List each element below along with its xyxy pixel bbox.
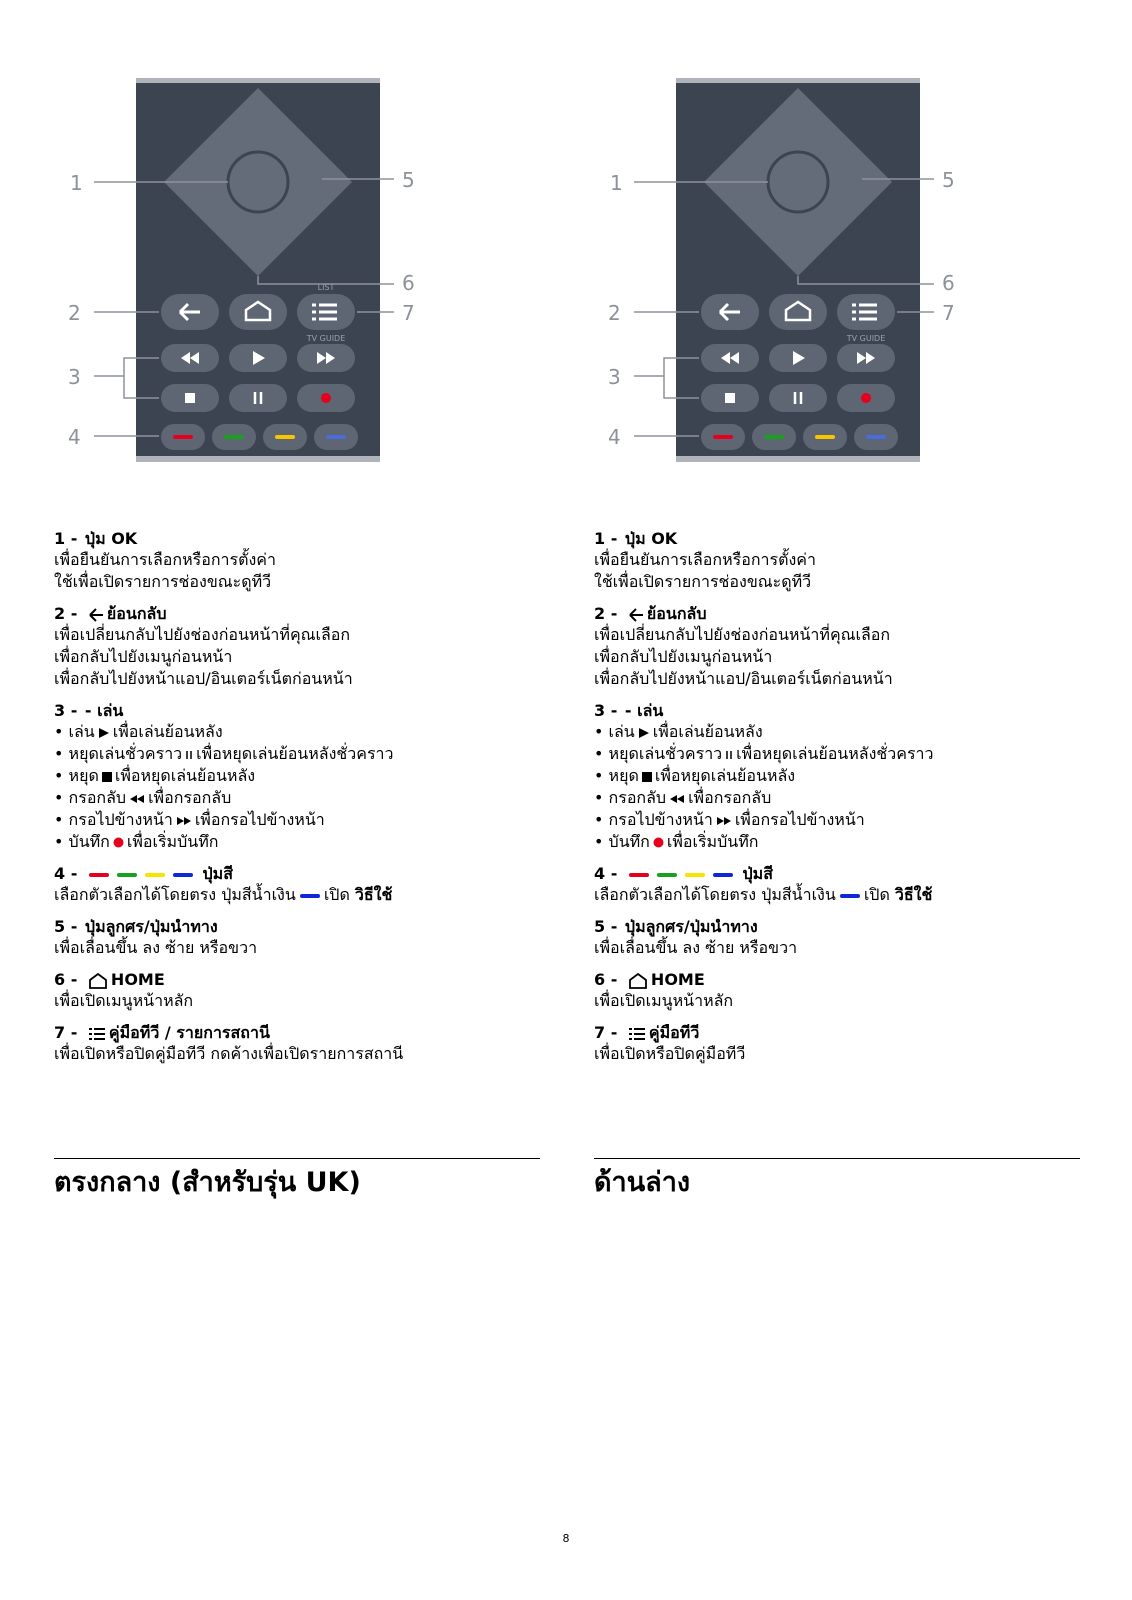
remote-diagram-left (60, 78, 460, 478)
back-arrow-icon (88, 608, 104, 622)
remote-diagram-right (600, 78, 1000, 478)
item-line: เพื่อเปลี่ยนกลับไปยังช่องก่อนหน้าที่คุณเลือก (594, 625, 891, 644)
line-text: เปิด (323, 885, 350, 904)
item-number: 3 - (54, 701, 83, 720)
red-mark (173, 435, 193, 439)
item-title: HOME (110, 970, 165, 989)
item-title: HOME (650, 970, 705, 989)
remote-illustration (600, 78, 1000, 478)
remote-bottom-edge (676, 456, 920, 462)
red-key-mark (89, 873, 109, 877)
blue-key-mark (300, 894, 320, 898)
bullet-label: หยุด (608, 766, 639, 785)
yellow-key-mark (145, 873, 165, 877)
item-line (54, 884, 540, 906)
callout-7: 7 (942, 301, 955, 325)
yellow-key-mark (685, 873, 705, 877)
item-number: 5 - (594, 917, 623, 936)
callout-4: 4 (68, 425, 81, 449)
play-icon (638, 727, 650, 739)
item-number: 7 - (54, 1023, 83, 1042)
callout-6: 6 (402, 271, 415, 295)
item-line: เพื่อเปิดเมนูหน้าหลัก (54, 991, 194, 1010)
bullet-text: เพื่อหยุดเล่นย้อนหลังชั่วคราว (196, 744, 394, 763)
bullet-text: เพื่อเริ่มบันทึก (666, 832, 759, 851)
blue-key-mark (173, 873, 193, 877)
rewind-icon (129, 794, 145, 804)
item-line: เพื่อกลับไปยังหน้าแอป/อินเตอร์เน็ตก่อนหน้า (594, 669, 893, 688)
stop-icon (102, 772, 112, 782)
bullet-rewind (594, 787, 1080, 809)
pause-icon (185, 750, 193, 760)
bullet-forward (594, 809, 1080, 831)
green-key-mark (657, 873, 677, 877)
item-line: ใช้เพื่อเปิดรายการช่องขณะดูทีวี (54, 572, 272, 591)
item-line: เพื่อเปลี่ยนกลับไปยังช่องก่อนหน้าที่คุณเลือก (54, 625, 351, 644)
item-back (594, 603, 1080, 690)
item-playback (594, 700, 1080, 853)
item-line: เพื่อเลื่อนขึ้น ลง ซ้าย หรือขวา (54, 938, 258, 957)
pause-icon (725, 750, 733, 760)
fast-forward-icon (716, 816, 732, 826)
callout-6: 6 (942, 271, 955, 295)
bullet-label: กรอไปข้างหน้า (68, 810, 173, 829)
item-number: 4 - (594, 864, 623, 883)
home-icon (628, 973, 648, 989)
callout-2: 2 (68, 301, 81, 325)
bullet-label: กรอกลับ (68, 788, 127, 807)
item-tv-guide (54, 1022, 540, 1065)
item-title: ปุ่มลูกศร/ปุ่มนำทาง (624, 917, 758, 936)
bullet-text: เพื่อกรอไปข้างหน้า (734, 810, 865, 829)
list-icon (628, 1027, 646, 1041)
item-number: 1 - (594, 529, 623, 548)
item-title: ปุ่ม OK (624, 529, 678, 548)
callout-3: 3 (608, 365, 621, 389)
item-number: 3 - (594, 701, 623, 720)
bullet-record (54, 831, 540, 853)
section-divider-right (594, 1158, 1080, 1159)
item-title: คู่มือทีวี (648, 1023, 700, 1042)
pause-button (229, 384, 287, 412)
page-number: 8 (562, 1532, 570, 1545)
item-number: 7 - (594, 1023, 623, 1042)
yellow-mark (815, 435, 835, 439)
record-icon (653, 837, 664, 848)
red-mark (713, 435, 733, 439)
record-icon (113, 837, 124, 848)
callout-2: 2 (608, 301, 621, 325)
rewind-icon (669, 794, 685, 804)
remote-bottom-edge (136, 456, 380, 462)
bullet-label: กรอกลับ (608, 788, 667, 807)
tv-guide-label: TV GUIDE (306, 334, 346, 343)
line-text: เลือกตัวเลือกได้โดยตรง ปุ่มสีน้ำเงิน (594, 885, 836, 904)
stop-icon (725, 393, 735, 403)
bullet-record (594, 831, 1080, 853)
help-link-text: วิธีใช้ (894, 885, 933, 904)
tv-guide-label: TV GUIDE (846, 334, 886, 343)
bullet-play (54, 721, 540, 743)
yellow-mark (275, 435, 295, 439)
bullet-text: เพื่อเล่นย้อนหลัง (112, 722, 223, 741)
item-number: 6 - (54, 970, 83, 989)
bullet-label: บันทึก (608, 832, 650, 851)
list-label: LIST (317, 283, 335, 292)
line-text: เปิด (863, 885, 890, 904)
remote-top-edge (136, 78, 380, 83)
bullet-play (594, 721, 1080, 743)
callout-1: 1 (70, 171, 83, 195)
item-title: ปุ่มสี (202, 864, 233, 883)
green-mark (224, 435, 244, 439)
home-button (229, 294, 287, 330)
bullet-rewind (54, 787, 540, 809)
blue-mark (326, 435, 346, 439)
callout-3: 3 (68, 365, 81, 389)
bullet-text: เพื่อเล่นย้อนหลัง (652, 722, 763, 741)
bullet-label: หยุด (68, 766, 99, 785)
help-link-text: วิธีใช้ (354, 885, 393, 904)
stop-icon (642, 772, 652, 782)
bullet-text: เพื่อเริ่มบันทึก (126, 832, 219, 851)
bullet-pause (594, 743, 1080, 765)
item-number: 6 - (594, 970, 623, 989)
home-button (769, 294, 827, 330)
item-title: คู่มือทีวี / รายการสถานี (108, 1023, 270, 1042)
bullet-label: เล่น (608, 722, 635, 741)
green-mark (764, 435, 784, 439)
button-descriptions-right (594, 528, 1080, 1065)
item-title: ย้อนกลับ (106, 604, 167, 623)
bullet-text: เพื่อหยุดเล่นย้อนหลังชั่วคราว (736, 744, 934, 763)
callout-7: 7 (402, 301, 415, 325)
item-title: ย้อนกลับ (646, 604, 707, 623)
item-line: เพื่อกลับไปยังเมนูก่อนหน้า (54, 647, 233, 666)
blue-key-mark (713, 873, 733, 877)
bullet-text: เพื่อกรอกลับ (148, 788, 232, 807)
bullet-pause (54, 743, 540, 765)
item-playback (54, 700, 540, 853)
list-icon (88, 1027, 106, 1041)
section-title-right: ด้านล่าง (594, 1167, 691, 1198)
item-ok (594, 528, 1080, 593)
item-line: เพื่อเปิดเมนูหน้าหลัก (594, 991, 734, 1010)
stop-icon (185, 393, 195, 403)
item-line: ใช้เพื่อเปิดรายการช่องขณะดูทีวี (594, 572, 812, 591)
item-title: ปุ่ม OK (84, 529, 138, 548)
item-home (54, 969, 540, 1012)
item-number: 1 - (54, 529, 83, 548)
pause-button (769, 384, 827, 412)
item-back (54, 603, 540, 690)
bullet-stop (594, 765, 1080, 787)
record-icon (321, 393, 331, 403)
play-icon (98, 727, 110, 739)
item-ok (54, 528, 540, 593)
bullet-label: หยุดเล่นชั่วคราว (68, 744, 183, 763)
section-divider-left (54, 1158, 540, 1159)
bullet-text: เพื่อกรอกลับ (688, 788, 772, 807)
fast-forward-icon (176, 816, 192, 826)
item-line (594, 884, 1080, 906)
item-line: เพื่อกลับไปยังหน้าแอป/อินเตอร์เน็ตก่อนหน้า (54, 669, 353, 688)
item-color-keys (594, 863, 1080, 906)
item-line: เพื่อยืนยันการเลือกหรือการตั้งค่า (594, 550, 816, 569)
item-number: 2 - (594, 604, 623, 623)
line-text: เลือกตัวเลือกได้โดยตรง ปุ่มสีน้ำเงิน (54, 885, 296, 904)
bullet-label: กรอไปข้างหน้า (608, 810, 713, 829)
bullet-text: เพื่อหยุดเล่นย้อนหลัง (654, 766, 796, 785)
item-number: 2 - (54, 604, 83, 623)
item-arrows (54, 916, 540, 959)
record-icon (861, 393, 871, 403)
bullet-text: เพื่อหยุดเล่นย้อนหลัง (114, 766, 256, 785)
item-line: เพื่อยืนยันการเลือกหรือการตั้งค่า (54, 550, 276, 569)
item-arrows (594, 916, 1080, 959)
callout-1: 1 (610, 171, 623, 195)
left-column (54, 78, 540, 1075)
item-color-keys (54, 863, 540, 906)
item-line: เพื่อเปิดหรือปิดคู่มือทีวี กดค้างเพื่อเปิดรายการสถานี (54, 1044, 404, 1063)
section-title-left: ตรงกลาง (สำหรับรุ่น UK) (54, 1167, 361, 1198)
item-title: ปุ่มลูกศร/ปุ่มนำทาง (84, 917, 218, 936)
bullet-label: หยุดเล่นชั่วคราว (608, 744, 723, 763)
bullet-text: เพื่อกรอไปข้างหน้า (194, 810, 325, 829)
callout-4: 4 (608, 425, 621, 449)
item-title: - เล่น (84, 701, 124, 720)
bullet-stop (54, 765, 540, 787)
item-title: ปุ่มสี (742, 864, 773, 883)
bullet-forward (54, 809, 540, 831)
item-line: เพื่อกลับไปยังเมนูก่อนหน้า (594, 647, 773, 666)
back-arrow-icon (628, 608, 644, 622)
bullet-label: เล่น (68, 722, 95, 741)
green-key-mark (117, 873, 137, 877)
remote-illustration (60, 78, 460, 478)
remote-top-edge (676, 78, 920, 83)
item-line: เพื่อเปิดหรือปิดคู่มือทีวี (594, 1044, 746, 1063)
callout-5: 5 (942, 168, 955, 192)
item-tv-guide (594, 1022, 1080, 1065)
bullet-label: บันทึก (68, 832, 110, 851)
item-number: 5 - (54, 917, 83, 936)
home-icon (88, 973, 108, 989)
item-number: 4 - (54, 864, 83, 883)
blue-key-mark (840, 894, 860, 898)
red-key-mark (629, 873, 649, 877)
right-column (594, 78, 1080, 1075)
item-title: - เล่น (624, 701, 664, 720)
blue-mark (866, 435, 886, 439)
item-line: เพื่อเลื่อนขึ้น ลง ซ้าย หรือขวา (594, 938, 798, 957)
item-home (594, 969, 1080, 1012)
callout-5: 5 (402, 168, 415, 192)
button-descriptions-left (54, 528, 540, 1065)
